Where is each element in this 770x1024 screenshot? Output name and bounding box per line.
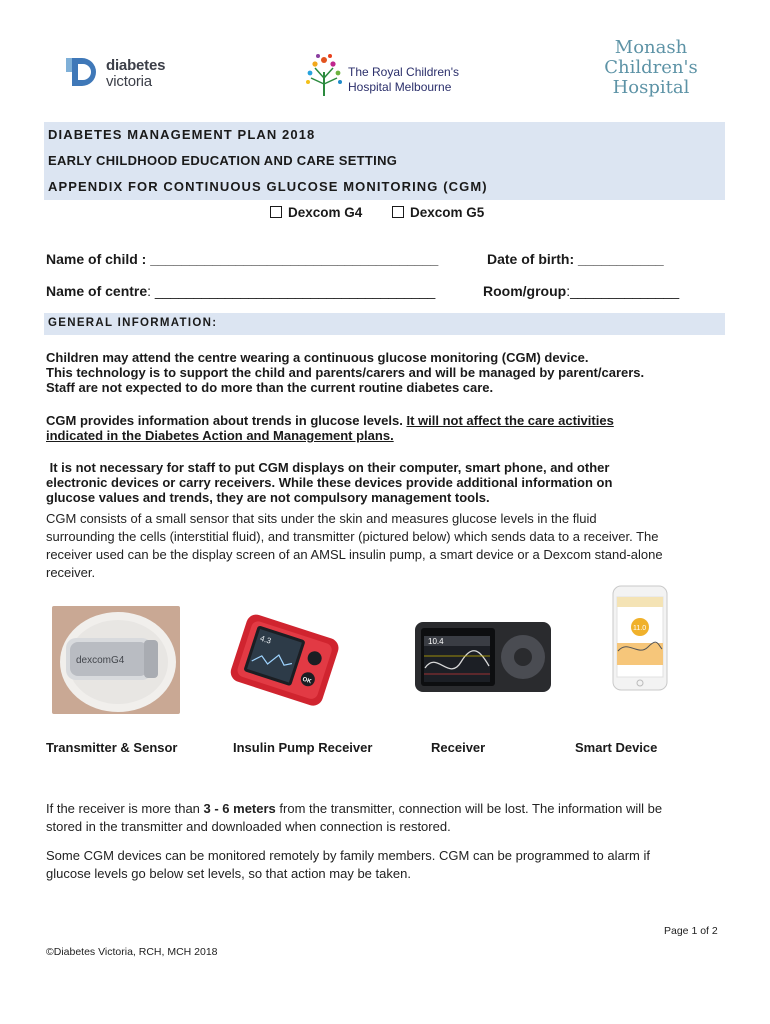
general-information-heading: GENERAL INFORMATION: (48, 317, 218, 329)
caption-transmitter-sensor: Transmitter & Sensor (46, 740, 178, 755)
diabetes-victoria-logo (66, 52, 196, 96)
insulin-pump-image (228, 611, 340, 713)
room-group-field[interactable] (483, 283, 679, 299)
receiver-screen-value: 10.4 (428, 637, 444, 646)
text-line: electronic devices or carry receivers. While these devices provide additional information on (46, 475, 613, 490)
centre-name-field[interactable] (46, 283, 435, 299)
paragraph-cgm-consists (46, 510, 730, 582)
copyright-notice: ©Diabetes Victoria, RCH, MCH 2018 (46, 946, 218, 958)
logo-text-childrens: Children's (604, 57, 698, 78)
room-group-blank: :______________ (566, 283, 680, 299)
text-line: Staff are not expected to do more than the current routine diabetes care. (46, 380, 494, 395)
underlined-text: It will not affect the care activities (406, 413, 614, 428)
caption-receiver: Receiver (431, 740, 486, 755)
text-line: surrounding the cells (interstitial fluid), and transmitter (pictured below) which sends data to a receiver. The (46, 529, 659, 544)
centre-name-blank: : ____________________________________ (147, 283, 436, 299)
dexcom-g5-checkbox[interactable] (392, 206, 404, 218)
date-of-birth-field[interactable]: Date of birth: ___________ (487, 251, 664, 267)
svg-text:OK: OK (301, 676, 312, 686)
text-line: glucose levels go below set levels, so that action may be taken. (46, 866, 411, 881)
text-line: stored in the transmitter and downloaded when connection is restored. (46, 819, 451, 834)
paragraph-cgm-trends (46, 413, 726, 443)
header-band-2 (44, 148, 725, 174)
caption-insulin-pump-receiver: Insulin Pump Receiver (233, 740, 373, 755)
smart-device-image (612, 585, 668, 691)
transmitter-sensor-graphic (52, 606, 180, 714)
text-line: It is not necessary for staff to put CGM displays on their computer, smart phone, and other (46, 460, 610, 475)
rch-tree-icon (305, 52, 343, 98)
text-line: Children may attend the centre wearing a continuous glucose monitoring (CGM) device. (46, 350, 589, 365)
diabetes-victoria-logo-mark (66, 54, 100, 90)
text-line: CGM provides information about trends in glucose levels. (46, 413, 407, 428)
text-line: If the receiver is more than (46, 801, 204, 816)
transmitter-sensor-image (52, 606, 180, 714)
paragraph-receiver-range (46, 800, 730, 836)
range-distance: 3 - 6 meters (203, 801, 276, 816)
dexcom-g5-label: Dexcom G5 (410, 205, 485, 220)
logo-text-monash: Monash (614, 37, 688, 58)
insulin-pump-graphic (228, 611, 340, 713)
transmitter-brand-text: dexcomG4 (76, 655, 125, 666)
dexcom-g4-option[interactable] (270, 205, 362, 220)
logo-text-diabetes: diabetes (106, 57, 166, 74)
centre-name-label: Name of centre (46, 283, 148, 299)
general-information-band (44, 313, 725, 335)
underlined-text: indicated in the Diabetes Action and Management plans. (46, 428, 394, 443)
phone-screen-value: 11.0 (633, 625, 647, 632)
dexcom-g5-option[interactable] (392, 205, 484, 220)
page-number: Page 1 of 2 (664, 925, 718, 937)
dexcom-g4-label: Dexcom G4 (288, 205, 363, 220)
logo-text-rch-line2: Hospital Melbourne (348, 80, 452, 94)
smart-device-graphic (612, 585, 668, 691)
text-line: from the transmitter, connection will be lost. The information will be (275, 801, 663, 816)
logo-text-hospital: Hospital (612, 77, 690, 98)
text-line: receiver used can be the display screen of an AMSL insulin pump, a smart device or a Dexcom stand-alone (46, 547, 663, 562)
text-line: receiver. (46, 565, 96, 580)
header-band-3 (44, 174, 725, 200)
text-line: This technology is to support the child and parents/carers and will be managed by parent/carers. (46, 365, 645, 380)
text-line: glucose values and trends, they are not compulsory management tools. (46, 490, 490, 505)
receiver-graphic (415, 622, 551, 692)
monash-childrens-hospital-logo (596, 38, 706, 108)
text-line: Some CGM devices can be monitored remotely by family members. CGM can be programmed to alarm if (46, 848, 650, 863)
caption-smart-device: Smart Device (575, 740, 658, 755)
dexcom-g4-checkbox[interactable] (270, 206, 282, 218)
paragraph-remote-monitoring (46, 847, 730, 883)
plan-appendix: APPENDIX FOR CONTINUOUS GLUCOSE MONITORING (CGM) (48, 179, 488, 194)
pump-screen-value: 4.3 (258, 633, 273, 646)
child-name-field[interactable]: Name of child : _____________________________________ (46, 251, 439, 267)
logo-text-rch-line1: The Royal Children's (348, 65, 460, 79)
rch-logo (305, 52, 475, 102)
paragraph-cgm-intro (46, 350, 726, 395)
logo-text-victoria: victoria (106, 73, 152, 90)
paragraph-not-necessary (46, 460, 726, 505)
plan-title: DIABETES MANAGEMENT PLAN 2018 (48, 127, 316, 142)
plan-setting: EARLY CHILDHOOD EDUCATION AND CARE SETTING (48, 153, 398, 168)
text-line: CGM consists of a small sensor that sits under the skin and measures glucose levels in the fluid (46, 511, 597, 526)
receiver-image (415, 622, 551, 692)
header-band-1 (44, 122, 725, 148)
room-group-label: Room/group (483, 283, 567, 299)
